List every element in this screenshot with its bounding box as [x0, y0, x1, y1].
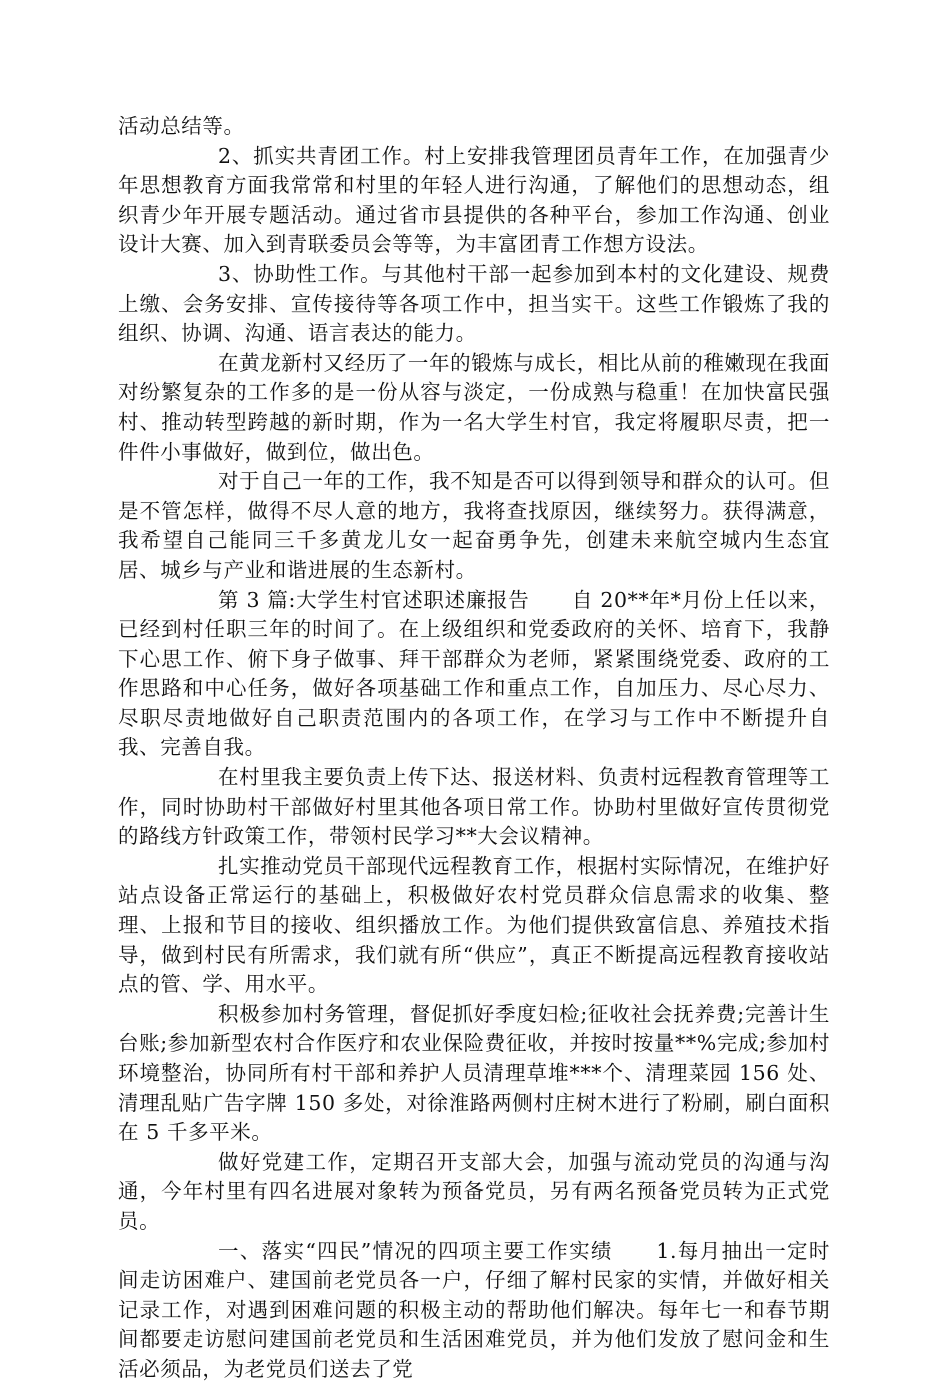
paragraph-5: 对于自己一年的工作，我不知是否可以得到领导和群众的认可。但是不管怎样，做得不尽人意的地方，我将查找原因，继续努力。获得满意，我希望自己能同三千多黄龙儿女一起奋勇争先，创建未来航空城内生态宜居、城乡与产业和谐进展的生态新村。: [118, 469, 830, 582]
paragraph-3: 3、协助性工作。与其他村干部一起参加到本村的文化建设、规费上缴、会务安排、宣传接待等各项工作中，担当实干。这些工作锻炼了我的组织、协调、沟通、语言表达的能力。: [118, 261, 830, 346]
paragraph-1: 活动总结等。: [118, 114, 245, 138]
paragraph-8: 扎实推动党员干部现代远程教育工作，根据村实际情况，在维护好站点设备正常运行的基础上，积极做好农村党员群众信息需求的收集、整理、上报和节目的接收、组织播放工作。为他们提供致富信息、养殖技术指导，做到村民有所需求，我们就有所“供应”，真正不断提高远程教育接收站点的管、学、用水平。: [118, 853, 830, 997]
paragraph-11: 一、落实“四民”情况的四项主要工作实绩 1.每月抽出一定时间走访困难户、建国前老党员各一户，仔细了解村民家的实情，并做好相关记录工作，对遇到困难问题的积极主动的帮助他们解决。每年七一和春节期间都要走访慰问建国前老党员和生活困难党员，并为他们发放了慰问金和生活必须品，为老党员们送去了党: [118, 1238, 830, 1381]
paragraph-7: 在村里我主要负责上传下达、报送材料、负责村远程教育管理等工作，同时协助村干部做好村里其他各项日常工作。协助村里做好宣传贯彻党的路线方针政策工作，带领村民学习**大会议精神。: [118, 765, 830, 849]
paragraph-4: 在黄龙新村又经历了一年的锻炼与成长，相比从前的稚嫩现在我面对纷繁复杂的工作多的是一份从容与淡定，一份成熟与稳重！在加快富民强村、推动转型跨越的新时期，作为一名大学生村官，我定将履职尽责，把一件件小事做好，做到位，做出色。: [118, 350, 830, 464]
paragraph-10: 做好党建工作，定期召开支部大会，加强与流动党员的沟通与沟通，今年村里有四名进展对象转为预备党员，另有两名预备党员转为正式党员。: [118, 1149, 830, 1233]
paragraph-9: 积极参加村务管理，督促抓好季度妇检;征收社会抚养费;完善计生台账;参加新型农村合作医疗和农业保险费征收，并按时按量**%完成;参加村环境整治，协同所有村干部和养护人员清理草堆***个、清理菜园 156 处、清理乱贴广告字牌 150 多处，对徐淮路两侧村庄树木进行了粉刷，刷白面积在 5 千多平米。: [118, 1001, 830, 1145]
paragraph-2: 2、抓实共青团工作。村上安排我管理团员青年工作，在加强青少年思想教育方面我常常和村里的年轻人进行沟通，了解他们的思想动态，组织青少年开展专题活动。通过省市县提供的各种平台，参加工作沟通、创业设计大赛、加入到青联委员会等等，为丰富团青工作想方设法。: [118, 143, 830, 257]
paragraph-6: 第 3 篇:大学生村官述职述廉报告 自 20**年*月份上任以来，已经到村任职三年的时间了。在上级组织和党委政府的关怀、培育下，我静下心思工作、俯下身子做事、拜干部群众为老师，紧紧围绕党委、政府的工作思路和中心任务，做好各项基础工作和重点工作，自加压力、尽心尽力、尽职尽责地做好自己职责范围内的各项工作，在学习与工作中不断提升自我、完善自我。: [118, 587, 830, 760]
document-page: [118, 112, 830, 1385]
